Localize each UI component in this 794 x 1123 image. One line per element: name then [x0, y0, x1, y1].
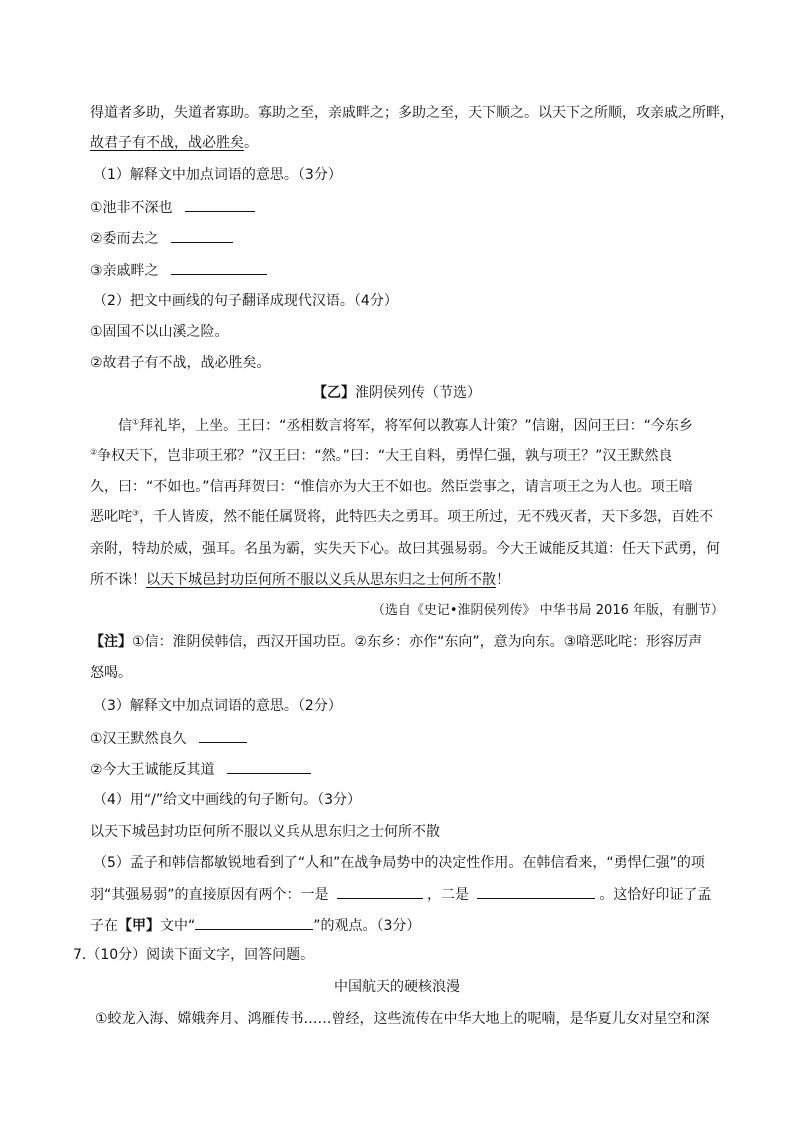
q5-line-3	[90, 915, 420, 936]
q3-item-1	[90, 728, 247, 749]
q1-answer-blank-1[interactable]	[185, 197, 255, 212]
q2-prompt: （2）把文中画线的句子翻译成现代汉语。（4分）	[93, 293, 398, 309]
yi-line-4	[90, 507, 713, 527]
yi-line-6b: ！	[496, 572, 510, 588]
q3-answer-blank-2[interactable]	[227, 759, 311, 774]
q3-item-2-text: ②今大王诚能反其道	[90, 762, 215, 778]
yi-line-6	[90, 570, 510, 590]
q5-line-2a: 羽“其强易弱”的直接原因有两个：一是	[90, 887, 329, 903]
q3-item-1-text: ①汉王默然良久	[90, 731, 187, 747]
yi-title	[0, 383, 794, 403]
q7-heading: 7.（10分）阅读下面文字，回答问题。	[73, 947, 315, 963]
q1-item-3	[90, 260, 267, 281]
yi-line-4a: 恶叱咤	[90, 509, 132, 525]
yi-line-2	[90, 446, 672, 466]
q5-line-3-tag: 【甲】	[118, 918, 160, 934]
note-mark-3: ③	[132, 508, 140, 518]
q5-line-3c: ”的观点。（3分）	[313, 918, 421, 934]
q5-line-2b: ，二是	[426, 887, 469, 903]
yi-line-6a: 所不诛！	[90, 572, 146, 588]
q3-item-2	[90, 759, 311, 780]
yi-line-4b: ，千人皆废，然不能任属贤将，此特匹夫之勇耳。项王所过，无不残灭者，天下多怨，百姓不	[139, 509, 714, 525]
q5-line-2c: 。这恰好印证了孟	[599, 887, 712, 903]
source-citation: （选自《史记•淮阴侯列传》 中华书局 2016 年版，有删节）	[371, 603, 724, 618]
notes-line-1	[90, 632, 702, 652]
jia-line-2-end: 。	[244, 135, 258, 151]
q1-prompt: （1）解释文中加点词语的意思。（3分）	[93, 167, 342, 183]
q2-item-2: ②故君子有不战，战必胜矣。	[90, 355, 271, 371]
notes-line-1-text: ①信：淮阴侯韩信，西汉开国功臣。②东乡：亦作“东向”，意为向东。③喑恶叱咤：形容厉声	[132, 634, 703, 650]
q5-line-3b: 文中“	[160, 918, 196, 934]
q5-answer-blank-1[interactable]	[337, 884, 423, 899]
yi-line-1	[118, 416, 693, 436]
q3-answer-blank-1[interactable]	[199, 728, 247, 743]
q3-prompt: （3）解释文中加点词语的意思。（2分）	[93, 698, 342, 714]
q2-item-1: ①固国不以山溪之险。	[90, 324, 229, 340]
q5-answer-blank-2[interactable]	[477, 884, 595, 899]
q1-item-3-text: ③亲戚畔之	[90, 263, 159, 279]
yi-line-1a: 信	[118, 418, 132, 434]
q5-line-2	[90, 884, 711, 905]
notes-tag: 【注】	[90, 634, 132, 650]
q1-item-2	[90, 228, 233, 249]
q1-item-1	[90, 197, 255, 218]
q5-answer-blank-3[interactable]	[195, 915, 313, 930]
jia-line-1: 得道者多助，失道者寡助。寡助之至，亲戚畔之；多助之至，天下顺之。以天下之所顺，攻亲戚之所畔，	[90, 105, 734, 121]
yi-underlined-sentence: 以天下城邑封功臣何所不服以义兵从思东归之士何所不散	[146, 572, 496, 588]
q7-paragraph-1: ①蛟龙入海、嫦娥奔月、鸿雁传书……曾经，这些流传在中华大地上的呢喃，是华夏儿女对星空和深	[95, 1011, 710, 1027]
yi-title-name: 淮阴侯列传（节选）	[355, 385, 481, 401]
yi-line-2-text: 争权天下，岂非项王邪？”汉王曰：“然。”曰：“大王自料，勇悍仁强，孰与项王？”汉王默然良	[97, 448, 673, 464]
q7-article-title: 中国航天的硬核浪漫	[334, 979, 460, 995]
q1-item-1-text: ①池非不深也	[90, 200, 173, 216]
note-mark-2: ②	[90, 447, 98, 457]
yi-title-tag: 【乙】	[313, 385, 355, 401]
yi-line-5: 亲附，特劫於威，强耳。名虽为霸，实失天下心。故曰其强易弱。今大王诚能反其道：任天下武勇，何	[90, 541, 720, 557]
q4-sentence: 以天下城邑封功臣何所不服以义兵从思东归之士何所不散	[90, 824, 440, 840]
notes-line-2: 怒喝。	[90, 665, 132, 681]
q1-answer-blank-2[interactable]	[171, 228, 233, 243]
jia-line-2	[90, 133, 258, 153]
q4-prompt: （4）用“/”给文中画线的句子断句。（3分）	[93, 792, 362, 808]
yi-line-3: 久，曰：“不如也。”信再拜贺曰：“惟信亦为大王不如也。然臣尝事之，请言项王之为人也。项王喑	[90, 479, 693, 495]
q1-answer-blank-3[interactable]	[171, 260, 267, 275]
jia-underlined-sentence: 故君子有不战，战必胜矣	[90, 135, 244, 151]
q5-line-3a: 子在	[90, 918, 118, 934]
q1-item-2-text: ②委而去之	[90, 231, 159, 247]
q5-line-1: （5）孟子和韩信都敏锐地看到了“人和”在战争局势中的决定性作用。在韩信看来，“勇悍仁强”的项	[93, 855, 705, 871]
note-mark-1: ①	[132, 417, 140, 427]
yi-line-1b: 拜礼毕，上坐。王曰：“丞相数言将军，将军何以教寡人计策？”信谢，因问王曰：“今东乡	[139, 418, 693, 434]
